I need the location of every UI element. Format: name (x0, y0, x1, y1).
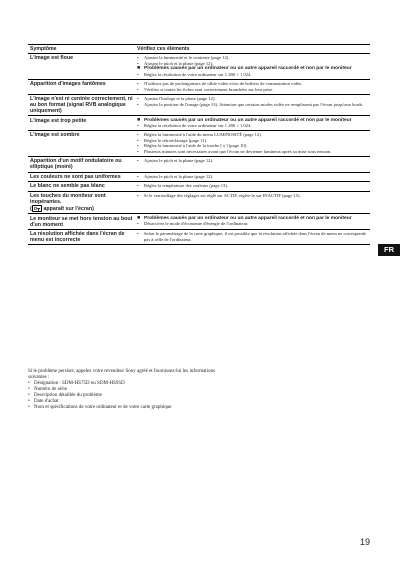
check-item (137, 231, 368, 242)
table-body (28, 54, 370, 245)
list-item-text: Numéro de série (34, 387, 68, 392)
check-item-text: Réglez la luminosité à l'aide de la touche [☼] (page 10). (144, 143, 248, 149)
table-row (28, 94, 370, 116)
symptom-text: L'image est floue (30, 55, 74, 62)
check-item-text: N'utilisez pas de prolongateurs de câble vidéo et/ou de boîtiers de commutation vidéo. (144, 81, 303, 87)
support-note (28, 369, 228, 411)
check-item (137, 123, 368, 129)
bullet-icon: • (137, 137, 139, 143)
check-item (137, 72, 368, 78)
symptom-cell (28, 94, 135, 116)
bullet-icon: • (137, 55, 139, 61)
check-item-text: Ajustez la luminosité et le contraste (page 12). (144, 55, 230, 61)
check-item (137, 87, 368, 93)
table-row (28, 191, 370, 214)
checks-cell (135, 156, 370, 172)
bullet-icon: • (137, 86, 139, 92)
symptom-cell (28, 229, 135, 245)
header-symptom: Symptôme (28, 45, 135, 54)
bullet-icon: • (137, 149, 139, 155)
symptom-text: L'image est trop petite (30, 117, 87, 124)
symptom-cell (28, 79, 135, 94)
symptom-cell (28, 182, 135, 192)
symptom-text: Le moniteur se met hors tension au bout d'un moment (30, 215, 133, 228)
symptom-cell (28, 54, 135, 80)
header-checks: Vérifiez ces éléments (135, 45, 370, 54)
symptom-text-extra: apparaît sur l'écran) (41, 205, 94, 212)
table-row (28, 229, 370, 245)
table-row (28, 214, 370, 230)
support-intro: Si le problème persiste, appelez votre revendeur Sony agréé et fournissez-lui les informations suivantes : (28, 369, 216, 380)
checks-cell (135, 214, 370, 230)
bullet-icon: • (137, 158, 139, 164)
symptom-cell (28, 156, 135, 172)
table-row (28, 116, 370, 131)
symptom-text: Le blanc ne semble pas blanc (30, 183, 105, 190)
table-row (28, 130, 370, 156)
symptom-text: Les couleurs ne sont pas uniformes (30, 173, 121, 180)
language-tab: FR (378, 244, 400, 256)
checks-cell (135, 172, 370, 182)
bullet-icon: • (28, 393, 30, 398)
troubleshooting-table (28, 44, 370, 245)
bullet-icon: • (28, 405, 30, 410)
check-item-text: Réglez la résolution de votre ordinateur sur 1 280 × 1 024. (144, 71, 252, 77)
check-item-text: Ajustez le pitch et la phase (page 12). (144, 60, 214, 66)
symptom-text: L'image est sombre (30, 132, 80, 139)
checks-cell (135, 182, 370, 192)
check-item-text: Selon le paramétrage de la carte graphique, il est possible que la résolution affichée dans l'écran de menu ne corresponde pas à celle de l'ordinateur. (144, 231, 366, 242)
symptom-text: Apparition d'images fantômes (30, 81, 106, 88)
checks-cell (135, 191, 370, 214)
symptom-cell (28, 172, 135, 182)
bullet-icon: • (137, 71, 139, 77)
check-item (137, 149, 368, 155)
bullet-icon: • (137, 143, 139, 149)
check-item-text: Réglez la température des couleurs (page 13). (144, 183, 229, 189)
check-item-text: Problèmes causés par un ordinateur ou un autre appareil raccordé et non par le moniteur (144, 117, 352, 123)
list-item (28, 405, 228, 411)
bullet-icon: • (137, 95, 139, 101)
checks-cell (135, 79, 370, 94)
check-item-text: Si le verrouillage des réglages est réglé sur ACTIF, réglez-le sur INACTIF (page 15). (144, 192, 301, 198)
table-row (28, 156, 370, 172)
check-item-text: Ajustez l'horloge et la phase (page 12). (144, 95, 216, 101)
check-item (137, 158, 368, 164)
checks-cell (135, 229, 370, 245)
check-item-text: Vérifiez si toutes les fiches sont correctement branchées sur leur prise. (144, 86, 274, 92)
check-item-text: Ajustez le pitch et la phase (page 12). (144, 173, 214, 179)
table-row (28, 172, 370, 182)
check-item-text: Plusieurs minutes sont nécessaires avant que l'écran ne devienne lumineux après sa mise sous tension. (144, 149, 332, 155)
bullet-icon: • (28, 381, 30, 386)
square-marker-icon: ■ (137, 214, 141, 221)
symptom-text: La résolution affichée dans l'écran de menu est incorrecte (30, 231, 125, 244)
check-item-text: Ajustez la position de l'image (page 13). Attention que certains modes vidéo ne remplissent pas l'écran jusqu'aux bords. (144, 101, 364, 107)
table-row (28, 54, 370, 80)
lock-icon: O┳ (33, 205, 40, 211)
symptom-text: Les touches du moniteur sont inopérantes. (30, 192, 106, 205)
check-item-text: Réglez la résolution de votre ordinateur sur 1 280 × 1 024. (144, 123, 252, 129)
symptom-text: Apparition d'un motif ondulatoire ou elliptique (moiré) (30, 158, 122, 171)
table-header-row (28, 45, 370, 54)
check-item (137, 102, 368, 108)
checks-cell (135, 54, 370, 80)
bullet-icon: • (137, 132, 139, 138)
symptom-cell (28, 130, 135, 156)
bullet-icon: • (137, 60, 139, 66)
bullet-icon: • (137, 231, 139, 237)
check-item-text: Réglez la luminosité à l'aide du menu LUMINOSITÉ (page 12). (144, 132, 262, 138)
page-number: 19 (360, 537, 371, 547)
check-item (137, 183, 368, 189)
check-item-text: Problèmes causés par un ordinateur ou un autre appareil raccordé et non par le moniteur (144, 215, 352, 221)
support-info-list (28, 381, 228, 411)
list-item-text: Description détaillée du problème (34, 393, 102, 398)
symptom-cell (28, 116, 135, 131)
bullet-icon: • (137, 221, 139, 227)
symptom-cell (28, 214, 135, 230)
check-item (137, 174, 368, 180)
list-item-text: Date d'achat (34, 399, 59, 404)
bullet-icon: • (137, 81, 139, 87)
square-marker-icon: ■ (137, 65, 141, 72)
checks-cell (135, 130, 370, 156)
bullet-icon: • (137, 183, 139, 189)
list-item-text: Nom et spécifications de votre ordinateur et de votre carte graphique (34, 405, 172, 410)
check-item-text: Réglez le rétroéclairage (page 11). (144, 137, 208, 143)
list-item-text: Désignation : SDM-HS75D ou SDM-HS95D (34, 381, 125, 386)
symptom-cell: Les touches du moniteur sont inopérantes. ( O┳ apparaît sur l'écran) (28, 191, 135, 214)
check-item (137, 221, 368, 227)
bullet-icon: • (137, 123, 139, 129)
checks-cell (135, 116, 370, 131)
symptom-text: L'image n'est ni centrée correctement, ni au bon format (signal RVB analogique uniquement) (30, 95, 133, 114)
bullet-icon: • (28, 399, 30, 404)
check-item-text: Ajustez le pitch et la phase (page 12). (144, 158, 214, 164)
bullet-icon: • (137, 101, 139, 107)
check-item (137, 193, 368, 199)
check-item-text: Désactivez le mode d'économie d'énergie de l'ordinateur. (144, 221, 249, 227)
square-marker-icon: ■ (137, 116, 141, 123)
table-row (28, 79, 370, 94)
bullet-icon: • (137, 192, 139, 198)
checks-cell (135, 94, 370, 116)
bullet-icon: • (28, 387, 30, 392)
table-row (28, 182, 370, 192)
bullet-icon: • (137, 173, 139, 179)
check-item-text: Problèmes causés par un ordinateur ou un autre appareil raccordé et non par le moniteur (144, 66, 352, 72)
